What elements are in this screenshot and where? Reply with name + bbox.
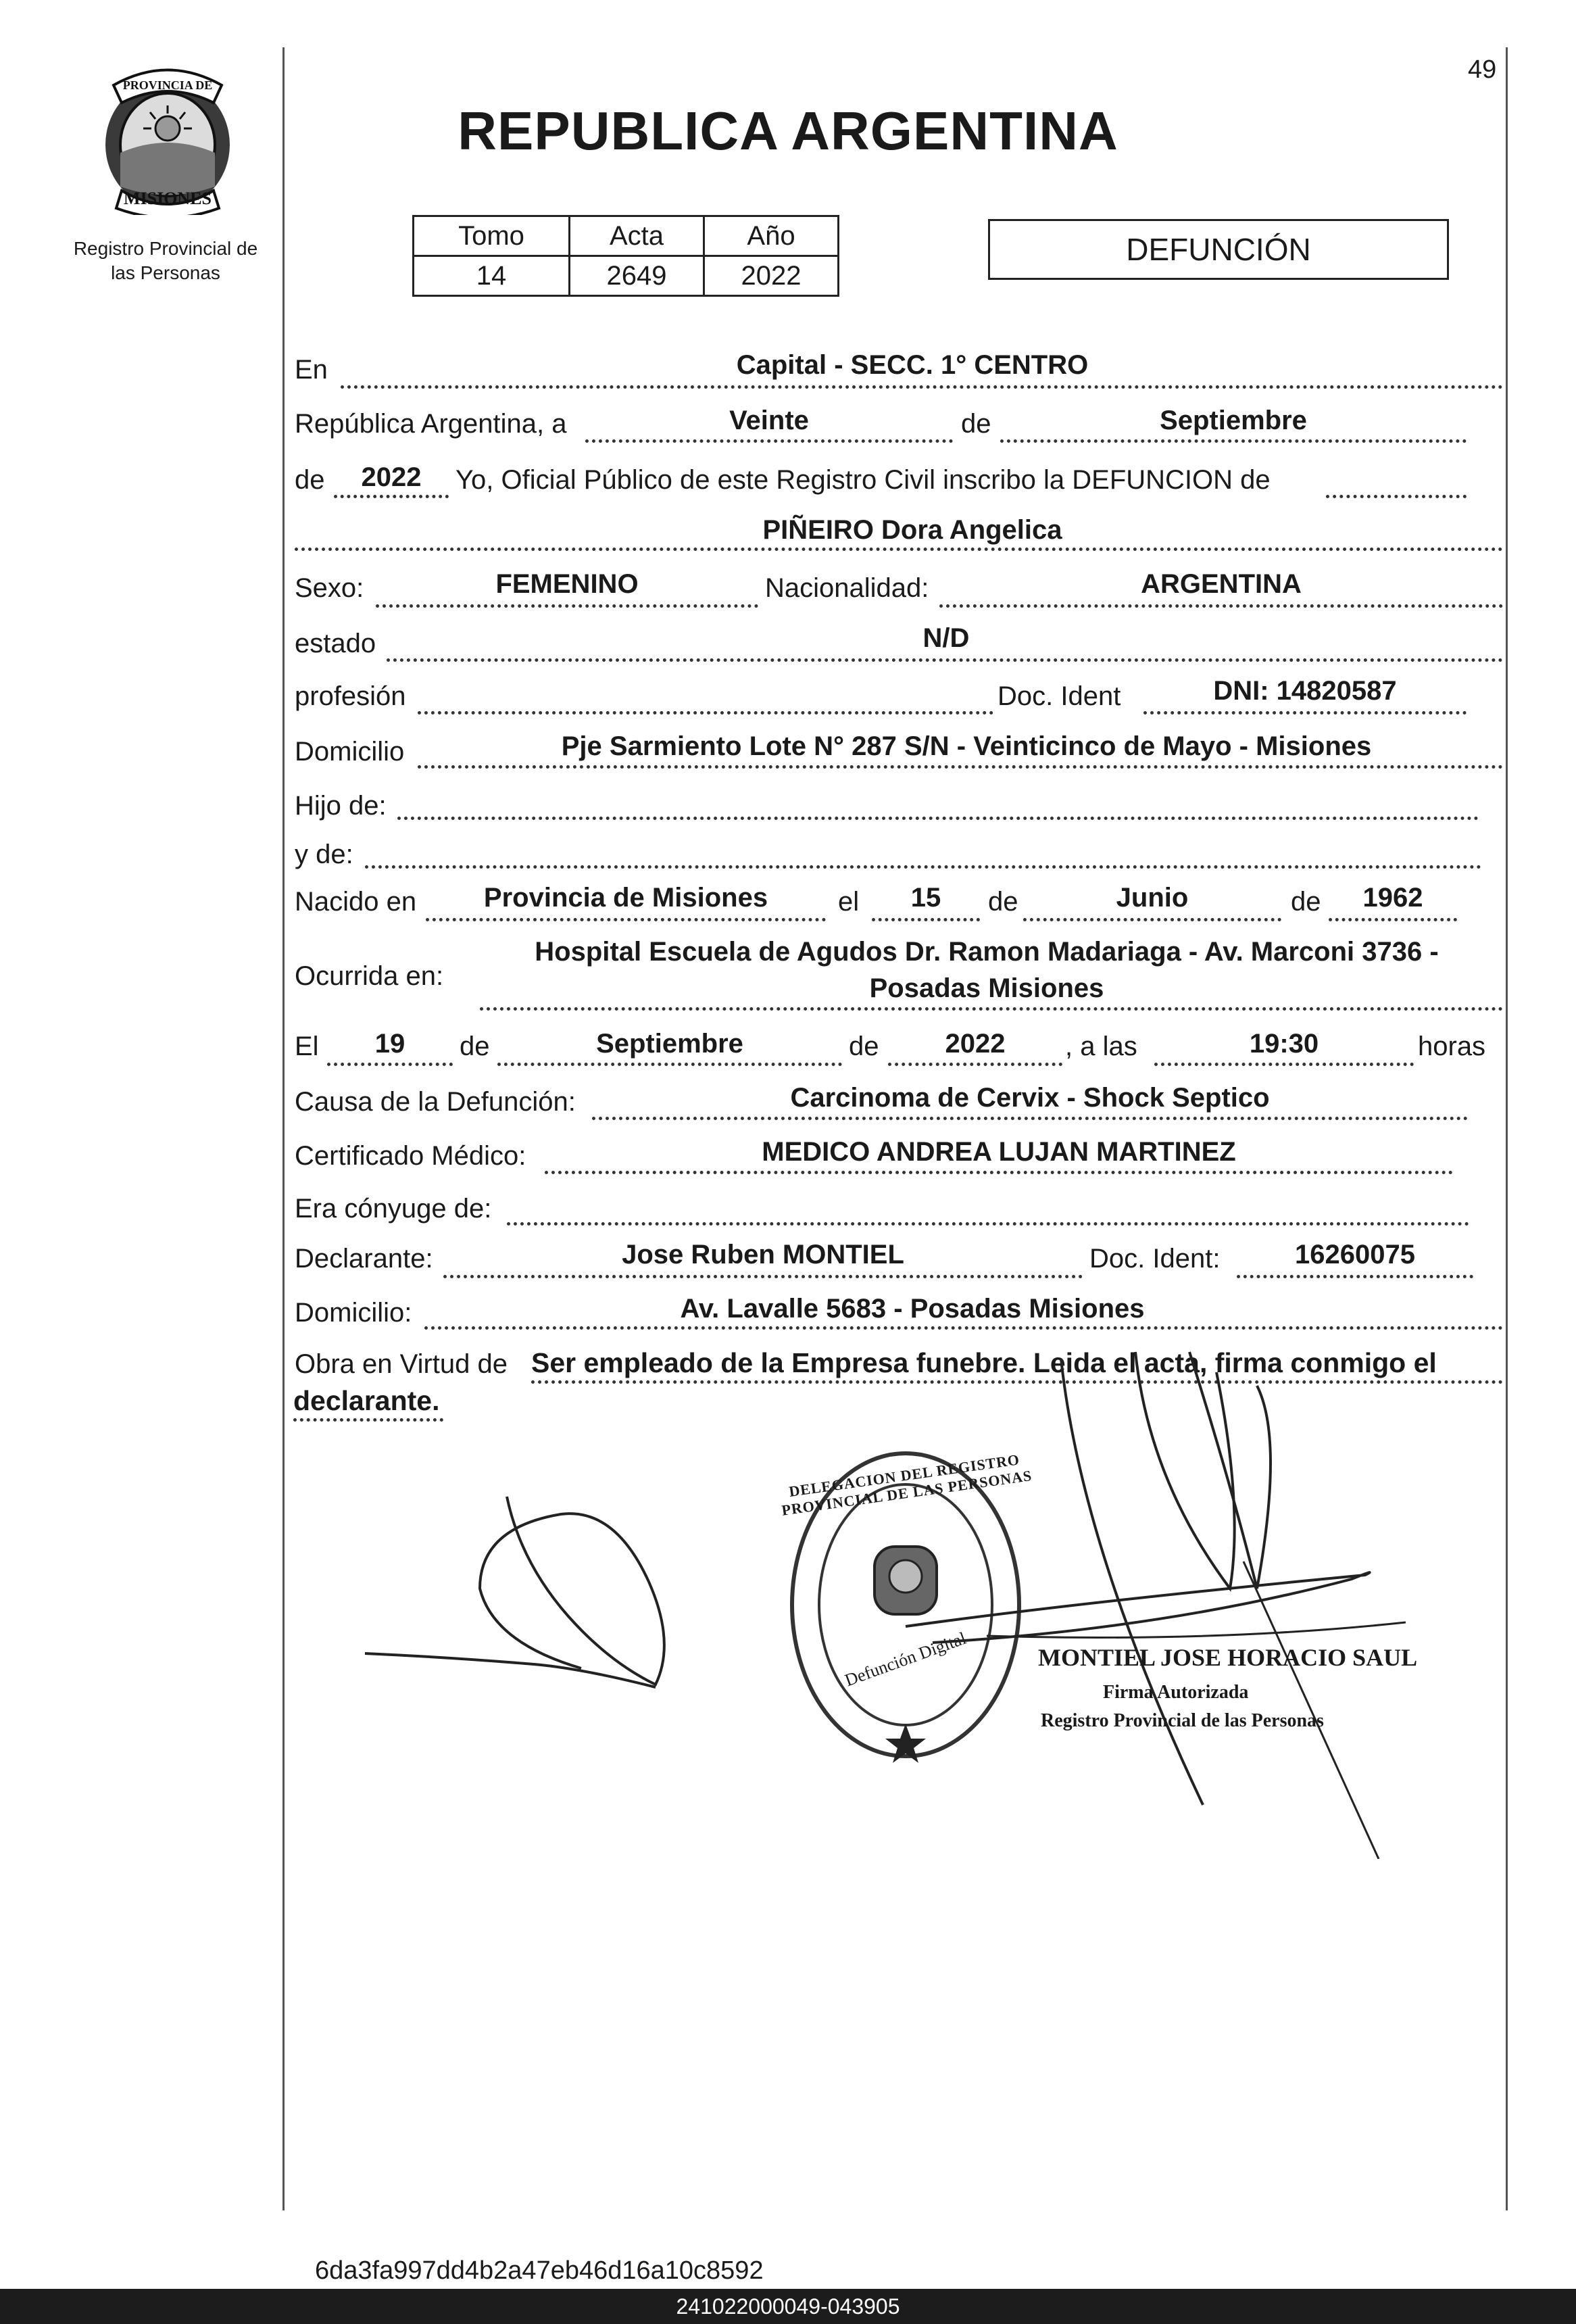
anio-label: Año [704, 216, 839, 256]
line-conyuge [507, 1222, 1469, 1226]
line-causa [592, 1117, 1468, 1120]
label-de-6: de [849, 1032, 879, 1061]
line-nacionalidad [939, 604, 1503, 608]
label-de-2: de [295, 465, 325, 495]
label-causa: Causa de la Defunción: [295, 1087, 576, 1117]
value-ocurrida-l1: Hospital Escuela de Agudos Dr. Ramon Madariaga - Av. Marconi 3736 - [535, 937, 1439, 967]
line-def-hora [1154, 1063, 1414, 1066]
acta-value: 2649 [570, 256, 704, 296]
label-sexo: Sexo: [295, 573, 364, 603]
official-office: Registro Provincial de las Personas [1041, 1710, 1324, 1731]
line-nacido-en [426, 918, 826, 921]
line-nac-anio [1329, 918, 1457, 921]
label-a-las: , a las [1065, 1032, 1137, 1061]
line-nac-mes [1023, 918, 1281, 921]
line-anio [334, 495, 449, 498]
value-obra-l1: Ser empleado de la Empresa funebre. Leida el acta, firma conmigo el [531, 1347, 1437, 1378]
registry-line-2: las Personas [111, 262, 220, 283]
label-domicilio-2: Domicilio: [295, 1298, 412, 1328]
svg-text:MISIONES: MISIONES [123, 189, 212, 208]
line-dia [585, 439, 953, 443]
line-hijo-de [397, 817, 1479, 820]
svg-text:PROVINCIA DE: PROVINCIA DE [122, 78, 213, 92]
value-nac-dia: 15 [910, 883, 941, 913]
barcode-id-bar: 241022000049-043905 [0, 2289, 1576, 2324]
label-estado: estado [295, 629, 376, 658]
label-nacionalidad: Nacionalidad: [765, 573, 929, 603]
line-def-anio [888, 1063, 1062, 1066]
label-de-1: de [961, 409, 991, 439]
label-el-cap: El [295, 1032, 319, 1061]
declarant-signature [358, 1480, 683, 1697]
value-nac-anio: 1962 [1362, 883, 1423, 913]
tomo-value: 14 [414, 256, 570, 296]
registry-line-1: Registro Provincial de [73, 238, 258, 259]
label-de-3: de [988, 887, 1018, 917]
value-mes-texto: Septiembre [1160, 406, 1307, 435]
value-causa: Carcinoma de Cervix - Shock Septico [790, 1083, 1270, 1113]
value-domicilio: Pje Sarmiento Lote N° 287 S/N - Veinticinco de Mayo - Misiones [561, 731, 1372, 761]
tomo-label: Tomo [414, 216, 570, 256]
label-el: el [838, 887, 860, 917]
declarant-signature-icon [358, 1480, 683, 1697]
document-title: REPUBLICA ARGENTINA [458, 101, 1118, 161]
value-declarante-doc: 16260075 [1295, 1240, 1415, 1269]
line-y-de [365, 865, 1481, 869]
line-yo-end [1326, 495, 1467, 498]
label-hijo-de: Hijo de: [295, 791, 387, 821]
value-ocurrida-l2: Posadas Misiones [869, 973, 1104, 1003]
line-declarante [443, 1275, 1083, 1278]
registry-caption [61, 237, 270, 285]
acta-label: Acta [570, 216, 704, 256]
value-sexo: FEMENINO [495, 569, 639, 599]
page-number: 49 [1468, 55, 1497, 84]
stamp-inner-text: Defunción Digital [842, 1628, 969, 1691]
value-nacido-en: Provincia de Misiones [483, 883, 768, 913]
label-en: En [295, 355, 328, 385]
label-profesion: profesión [295, 681, 406, 711]
label-y-de: y de: [295, 840, 353, 869]
official-signature-icon [879, 1345, 1460, 1859]
line-mes [1000, 439, 1467, 443]
label-declarante: Declarante: [295, 1244, 433, 1274]
line-def-mes [497, 1063, 842, 1066]
label-republica: República Argentina, a [295, 409, 567, 439]
value-dia-texto: Veinte [729, 406, 809, 435]
line-domicilio [418, 765, 1503, 769]
label-doc-ident-2: Doc. Ident: [1089, 1244, 1221, 1274]
stamp-outer-text: DELEGACION DEL REGISTRO PROVINCIAL DE LAS PERSONAS [780, 1451, 1033, 1519]
value-def-mes: Septiembre [596, 1029, 743, 1059]
line-declarante-doc [1237, 1275, 1473, 1278]
anio-value: 2022 [704, 256, 839, 296]
line-declarante-domicilio [424, 1326, 1503, 1330]
line-obra-2 [293, 1418, 443, 1422]
label-nacido-en: Nacido en [295, 887, 417, 917]
value-dni: DNI: 14820587 [1213, 676, 1397, 706]
line-ocurrida [480, 1007, 1503, 1011]
label-doc-ident: Doc. Ident [998, 681, 1121, 711]
record-type-box: DEFUNCIÓN [988, 219, 1449, 280]
value-anio-acta: 2022 [361, 462, 422, 492]
value-def-hora: 19:30 [1249, 1029, 1319, 1059]
line-profesion [418, 711, 993, 715]
document-hash: 6da3fa997dd4b2a47eb46d16a10c8592 [315, 2256, 764, 2285]
line-en [341, 385, 1503, 389]
value-def-anio: 2022 [945, 1029, 1006, 1059]
value-declarante: Jose Ruben MONTIEL [622, 1240, 904, 1269]
reference-table [412, 215, 839, 297]
value-nac-mes: Junio [1116, 883, 1189, 913]
official-role: Firma Autorizada [1103, 1682, 1249, 1703]
line-nac-dia [872, 918, 980, 921]
label-conyuge: Era cónyuge de: [295, 1194, 492, 1224]
label-obra: Obra en Virtud de [295, 1349, 508, 1379]
label-domicilio: Domicilio [295, 737, 405, 767]
value-lugar: Capital - SECC. 1° CENTRO [736, 350, 1089, 380]
value-certificado: MEDICO ANDREA LUJAN MARTINEZ [762, 1137, 1236, 1167]
line-dni [1143, 711, 1467, 715]
value-nacionalidad: ARGENTINA [1141, 569, 1302, 599]
line-def-dia [327, 1063, 453, 1066]
line-estado [387, 658, 1503, 662]
value-declarante-domicilio: Av. Lavalle 5683 - Posadas Misiones [680, 1294, 1145, 1324]
value-estado: N/D [922, 623, 970, 653]
label-de-4: de [1291, 887, 1321, 917]
label-ocurrida-en: Ocurrida en: [295, 961, 444, 991]
right-margin-rule [1506, 47, 1508, 2210]
label-yo: Yo, Oficial Público de este Registro Civil inscribo la DEFUNCION de [455, 465, 1271, 495]
value-nombre: PIÑEIRO Dora Angelica [762, 515, 1062, 545]
official-signature [879, 1345, 1460, 1859]
label-certificado: Certificado Médico: [295, 1141, 526, 1171]
line-certificado [545, 1171, 1453, 1174]
label-de-5: de [460, 1032, 490, 1061]
left-margin-rule [282, 47, 285, 2210]
value-def-dia: 19 [374, 1029, 405, 1059]
official-name: MONTIEL JOSE HORACIO SAUL [1038, 1644, 1418, 1671]
line-nombre [295, 548, 1503, 551]
label-horas: horas [1418, 1032, 1486, 1061]
value-obra-l2: declarante. [293, 1385, 440, 1416]
line-sexo [376, 604, 758, 608]
